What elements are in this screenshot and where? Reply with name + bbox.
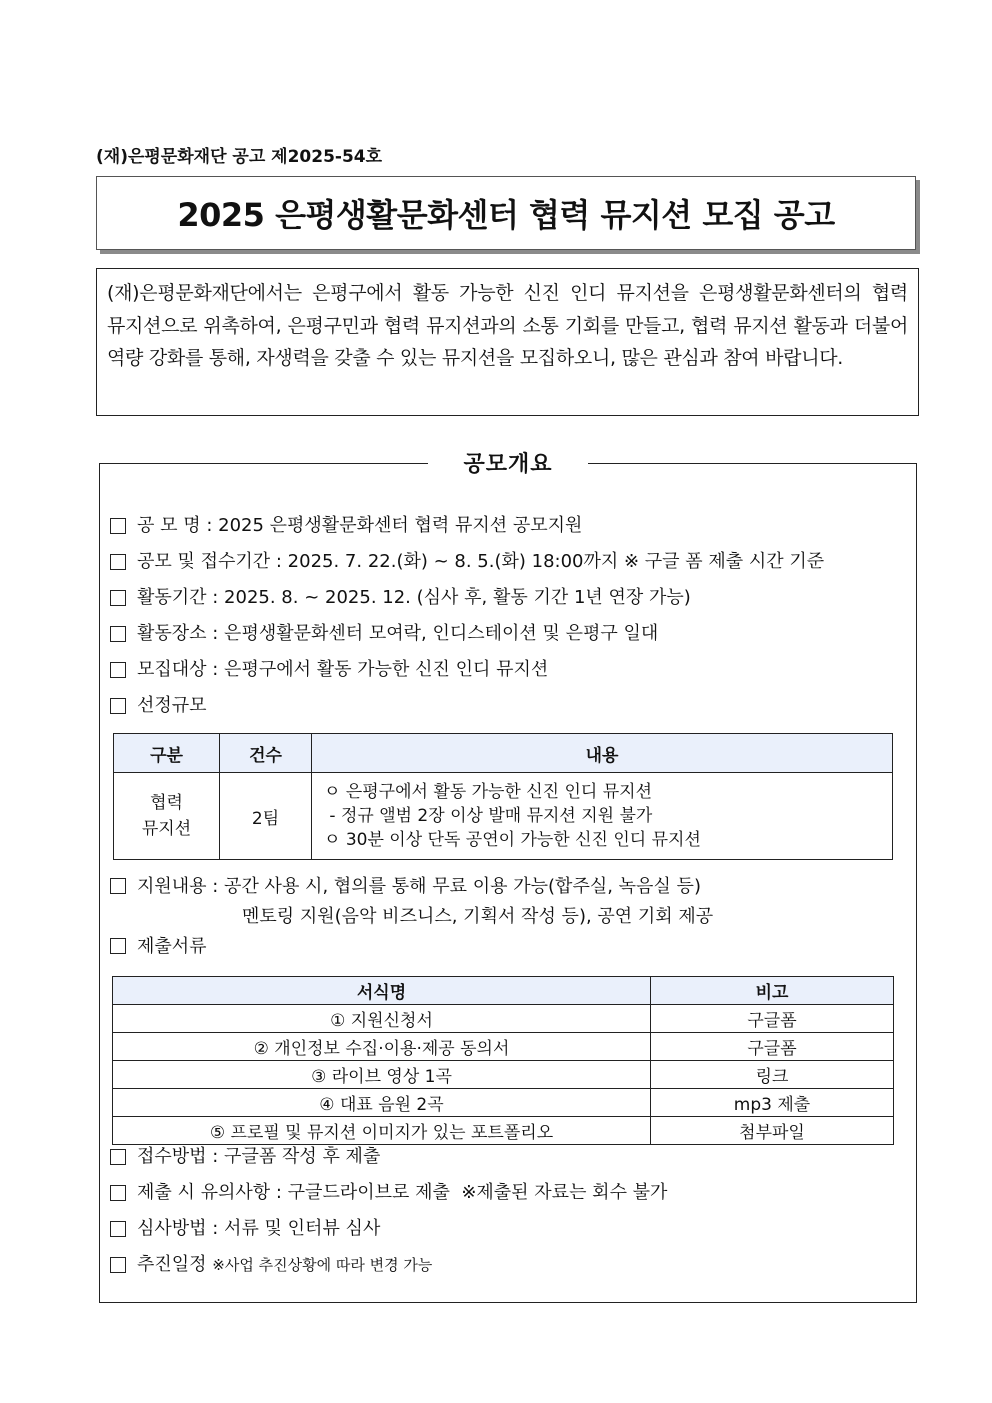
table-header: 구분	[114, 734, 220, 773]
item-text: 공모 및 접수기간 : 2025. 7. 22.(화) ~ 8. 5.(화) 18:00까지 ※ 구글 폼 제출 시간 기준	[137, 551, 825, 572]
support-text: 지원내용 : 공간 사용 시, 협의를 통해 무료 이용 가능(합주실, 녹음실 등)	[137, 876, 701, 897]
list-item	[110, 512, 900, 548]
checkbox-icon	[110, 590, 126, 606]
checkbox-icon	[110, 938, 126, 954]
list-item	[110, 620, 900, 656]
list-item	[110, 1251, 667, 1287]
item-text: 활동기간 : 2025. 8. ~ 2025. 12. (심사 후, 활동 기간 1년 연장 가능)	[137, 587, 691, 608]
checkbox-icon	[110, 1185, 126, 1201]
table-row	[113, 1117, 894, 1145]
list-item	[110, 584, 900, 620]
list-item	[110, 1179, 667, 1215]
outline-heading: 공모개요	[428, 447, 588, 478]
table-header: 건수	[220, 734, 312, 773]
checkbox-icon	[110, 878, 126, 894]
item-text: 활동장소 : 은평생활문화센터 모여락, 인디스테이션 및 은평구 일대	[137, 623, 659, 644]
table-cell: 협력 뮤지션	[114, 773, 220, 860]
support-line-2: 멘토링 지원(음악 비즈니스, 기획서 작성 등), 공연 기회 제공	[242, 906, 714, 927]
outline-items-2	[110, 1143, 667, 1287]
table-cell: 구글폼	[651, 1033, 894, 1061]
table-row	[113, 1033, 894, 1061]
support-section	[110, 872, 713, 932]
outline-items	[110, 512, 900, 728]
list-item	[110, 1143, 667, 1179]
docs-title	[110, 932, 207, 962]
list-item	[110, 548, 900, 584]
notice-number: (재)은평문화재단 공고 제2025-54호	[96, 147, 383, 167]
checkbox-icon	[110, 626, 126, 642]
item-text: 추진일정	[137, 1254, 207, 1275]
selection-table	[113, 733, 893, 860]
checkbox-icon	[110, 662, 126, 678]
schedule-note: ※사업 추진상황에 따라 변경 가능	[212, 1256, 433, 1274]
checkbox-icon	[110, 1149, 126, 1165]
table-header: 내용	[312, 734, 893, 773]
checkbox-icon	[110, 518, 126, 534]
table-cell: 링크	[651, 1061, 894, 1089]
intro-paragraph: (재)은평문화재단에서는 은평구에서 활동 가능한 신진 인디 뮤지션을 은평생활문화센터의 협력 뮤지션으로 위촉하여, 은평구민과 협력 뮤지션과의 소통 기회를 만들고, 협력 뮤지션 활동과 더불어 역량 강화를 통해, 자생력을 갖출 수 있는 뮤지션을 모집하오니, 많은 관심과 참여 바랍니다.	[96, 268, 919, 416]
table-cell: 2팀	[220, 773, 312, 860]
table-cell: ④ 대표 음원 2곡	[113, 1089, 651, 1117]
table-row	[113, 1089, 894, 1117]
list-item	[110, 692, 900, 728]
item-text: 공 모 명 : 2025 은평생활문화센터 협력 뮤지션 공모지원	[137, 515, 583, 536]
title-box	[96, 176, 916, 250]
table-cell: ① 지원신청서	[113, 1005, 651, 1033]
content-line: - 정규 앨범 2장 이상 발매 뮤지션 지원 불가	[324, 806, 653, 826]
table-cell: 구글폼	[651, 1005, 894, 1033]
checkbox-icon	[110, 698, 126, 714]
checkbox-icon	[110, 1257, 126, 1273]
table-row	[113, 1005, 894, 1033]
documents-table	[112, 976, 894, 1145]
table-cell: 첨부파일	[651, 1117, 894, 1145]
table-cell: ⑤ 프로필 및 뮤지션 이미지가 있는 포트폴리오	[113, 1117, 651, 1145]
page-title: 2025 은평생활문화센터 협력 뮤지션 모집 공고	[177, 196, 835, 234]
table-cell: ③ 라이브 영상 1곡	[113, 1061, 651, 1089]
table-header: 비고	[651, 977, 894, 1005]
item-text: 접수방법 : 구글폼 작성 후 제출	[137, 1146, 381, 1167]
list-item	[110, 656, 900, 692]
table-cell	[312, 773, 893, 860]
list-item	[110, 1215, 667, 1251]
item-text: 심사방법 : 서류 및 인터뷰 심사	[137, 1218, 381, 1239]
item-text: 모집대상 : 은평구에서 활동 가능한 신진 인디 뮤지션	[137, 659, 549, 680]
table-row	[113, 1061, 894, 1089]
table-header: 서식명	[113, 977, 651, 1005]
item-text: 선정규모	[137, 695, 207, 716]
content-line: ㅇ 30분 이상 단독 공연이 가능한 신진 인디 뮤지션	[324, 830, 701, 850]
item-text: 제출 시 유의사항 : 구글드라이브로 제출 ※제출된 자료는 회수 불가	[137, 1182, 668, 1203]
checkbox-icon	[110, 554, 126, 570]
content-line: ㅇ 은평구에서 활동 가능한 신진 인디 뮤지션	[324, 782, 653, 802]
checkbox-icon	[110, 1221, 126, 1237]
table-cell: mp3 제출	[651, 1089, 894, 1117]
support-line	[110, 872, 713, 902]
table-cell: ② 개인정보 수집·이용·제공 동의서	[113, 1033, 651, 1061]
docs-title-text: 제출서류	[137, 936, 207, 957]
